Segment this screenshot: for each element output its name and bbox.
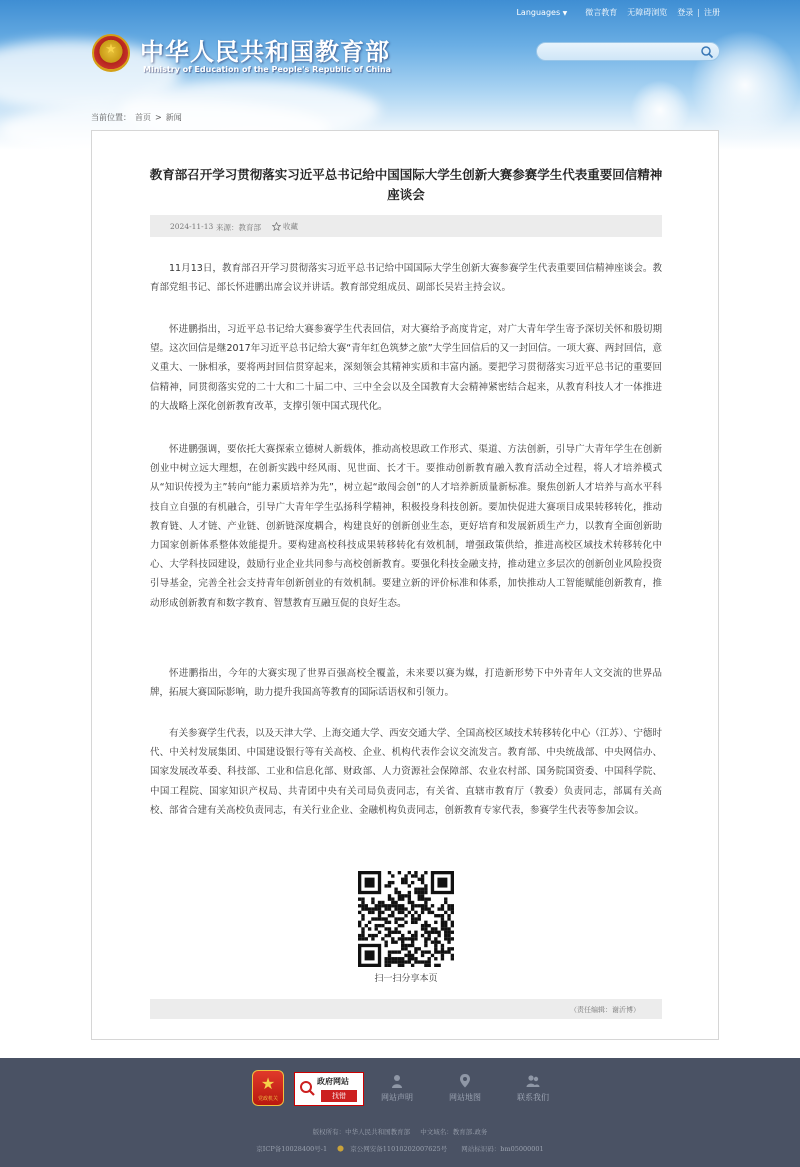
icp-record-link[interactable]: 京ICP备10028400号-1 (256, 1145, 328, 1153)
article-title: 教育部召开学习贯彻落实习近平总书记给中国国际大学生创新大赛参赛学生代表重要回信精神座谈会 (149, 167, 663, 202)
article-card (91, 130, 719, 1040)
article-paragraph: 怀进鹏指出，今年的大赛实现了世界百强高校全覆盖，未来要以赛为媒，打造新形势下中外青年人文交流的世界品牌，拓展大赛国际影响，助力提升我国高等教育的国际话语权和引领力。 (150, 668, 662, 699)
site-statement-link[interactable] (372, 1074, 422, 1103)
search-input[interactable] (547, 45, 697, 59)
breadcrumb-current[interactable]: 新闻 (165, 113, 182, 122)
search-box (536, 42, 720, 61)
gov-site-action: 找错 (321, 1090, 357, 1102)
police-record-link[interactable] (337, 1145, 451, 1153)
site-title[interactable]: 中华人民共和国教育部 (140, 38, 390, 66)
breadcrumb (91, 112, 186, 123)
top-navigation (516, 7, 720, 18)
login-link[interactable]: 登录 (677, 8, 694, 17)
contact-us-link[interactable] (508, 1074, 558, 1103)
article-meta-bar (150, 215, 662, 237)
languages-label: Languages (516, 8, 561, 17)
site-footer (0, 1058, 800, 1167)
party-badge-emblem-icon: ★ (260, 1074, 276, 1093)
site-subtitle: Ministry of Education of the People's Republic of China (143, 65, 392, 74)
footer-registration-line (0, 1144, 800, 1153)
contacts-icon (526, 1074, 540, 1088)
footer-link-label: 网站地图 (449, 1093, 481, 1102)
search-icon[interactable] (700, 45, 714, 59)
accessibility-link[interactable]: 无障碍浏览 (627, 8, 668, 17)
weibo-link[interactable]: 微言教育 (585, 8, 618, 17)
gov-site-error-report-badge[interactable] (294, 1072, 364, 1106)
footer-copyright-line (0, 1127, 800, 1136)
gov-site-title: 政府网站 (317, 1077, 349, 1086)
editor-bar (150, 999, 662, 1019)
languages-menu[interactable] (516, 8, 567, 17)
party-badge-label: 党政机关 (257, 1096, 278, 1102)
site-map-link[interactable] (440, 1074, 490, 1103)
copyright-text: 版权所有：中华人民共和国教育部 (312, 1128, 411, 1136)
site-code-text: 网站标识码：bm05000001 (461, 1145, 544, 1153)
article-date: 2024-11-13 (170, 222, 214, 231)
chevron-down-icon: ▼ (562, 10, 568, 17)
article-paragraph: 有关参赛学生代表，以及天津大学、上海交通大学、西安交通大学、全国高校区域技术转移转化中心（江苏）、宁德时代、中关村发展集团、中国建设银行等有关高校、企业、机构代表作会议交流发言。教育部、中央统战部、中央网信办、国家发展改革委、科技部、工业和信息化部、财政部、人力资源社会保障部、农业农村部、国务院国资委、中国科学院、中国工程院、国家知识产权局、共青团中央有关司局负责同志，有关省、直辖市教育厅（教委）负责同志，部属有关高校、部省合建有关高校负责同志，有关行业企业、金融机构负责同志，创新教育专家代表，参赛学生代表等参加会议。 (150, 728, 662, 816)
favorite-label: 收藏 (283, 222, 298, 231)
site-header (0, 0, 800, 150)
article-paragraph: 怀进鹏指出，习近平总书记给大赛参赛学生代表回信，对大赛给予高度肯定，对广大青年学生寄予深切关怀和殷切期望。这次回信是继2017年习近平总书记给大赛“青年红色筑梦之旅”大学生回信后的又一封回信。一项大赛、两封回信，意义重大、一脉相承，要将两封回信贯穿起来，深刻领会其精神实质和丰富内涵。要把学习贯彻落实习近平总书记的重要回信精神，同贯彻落实党的二十大和二十届二中、三中全会以及全国教育大会精神紧密结合起来，从教育科技人才一体推进的大战略上深化创新教育改革，支撑引领中国式现代化。 (150, 324, 662, 412)
breadcrumb-home[interactable]: 首页 (135, 113, 151, 122)
star-icon (272, 222, 281, 231)
person-icon (391, 1074, 403, 1088)
breadcrumb-separator: > (155, 113, 162, 122)
responsible-editor: （责任编辑：谢沂博） (570, 1006, 640, 1014)
register-link[interactable]: 注册 (704, 8, 720, 17)
article-paragraph: 11月13日，教育部召开学习贯彻落实习近平总书记给中国国际大学生创新大赛参赛学生代表重要回信精神座谈会。教育部党组书记、部长怀进鹏出席会议并讲话。教育部党组成员、副部长吴岩主持会议。 (150, 263, 662, 294)
breadcrumb-label: 当前位置： (91, 113, 131, 122)
nav-separator: | (697, 8, 700, 17)
police-badge-icon (337, 1145, 344, 1152)
qr-code-icon (358, 871, 454, 967)
police-record-text: 京公网安备11010202007625号 (350, 1145, 448, 1153)
article-paragraph: 怀进鹏强调，要依托大赛探索立德树人新载体，推动高校思政工作形式、渠道、方法创新，引导广大青年学生在创新创业中树立远大理想，在创新实践中经风雨、见世面、长才干。要推动创新教育融入教育活动全过程，将人才培养模式从“知识传授为主”转向“能力素质培养为先”，树立起“敢闯会创”的人才培养新质量新标准。聚焦创新人才培养与高水平科技自立自强的有机融合，引导广大青年学生弘扬科学精神，积极投身科技创新。要加快促进大赛项目成果转移转化，推动教育链、人才链、产业链、创新链深度耦合，构建良好的创新创业生态，更好培育和发展新质生产力，以教育全面创新助力国家创新体系整体效能提升。要构建高校科技成果转移转化有效机制，增强政策供给，推进高校区域技术转移转化中心、大学科技园建设，鼓励行业企业共同参与高校创新教育。要强化科技金融支持，推动建立多层次的创新创业风险投资引导基金，完善全社会支持青年创新创业的有效机制。要建立新的评价标准和体系，加快推动人工智能赋能创新教育，推动形成创新教育和数字教育、智慧教育互融互促的良好生态。 (150, 444, 662, 609)
qr-caption: 扫一扫分享本页 (374, 974, 438, 984)
footer-link-label: 联系我们 (517, 1093, 549, 1102)
chinese-domain-text: 中文域名：教育部.政务 (420, 1128, 488, 1136)
national-emblem-icon: ★ (92, 34, 130, 72)
footer-link-label: 网站声明 (381, 1093, 413, 1102)
article-source: 来源：教育部 (216, 223, 261, 232)
location-pin-icon (459, 1074, 471, 1088)
favorite-button[interactable] (272, 221, 298, 232)
party-government-badge[interactable] (252, 1070, 284, 1106)
magnifier-icon (299, 1080, 315, 1096)
